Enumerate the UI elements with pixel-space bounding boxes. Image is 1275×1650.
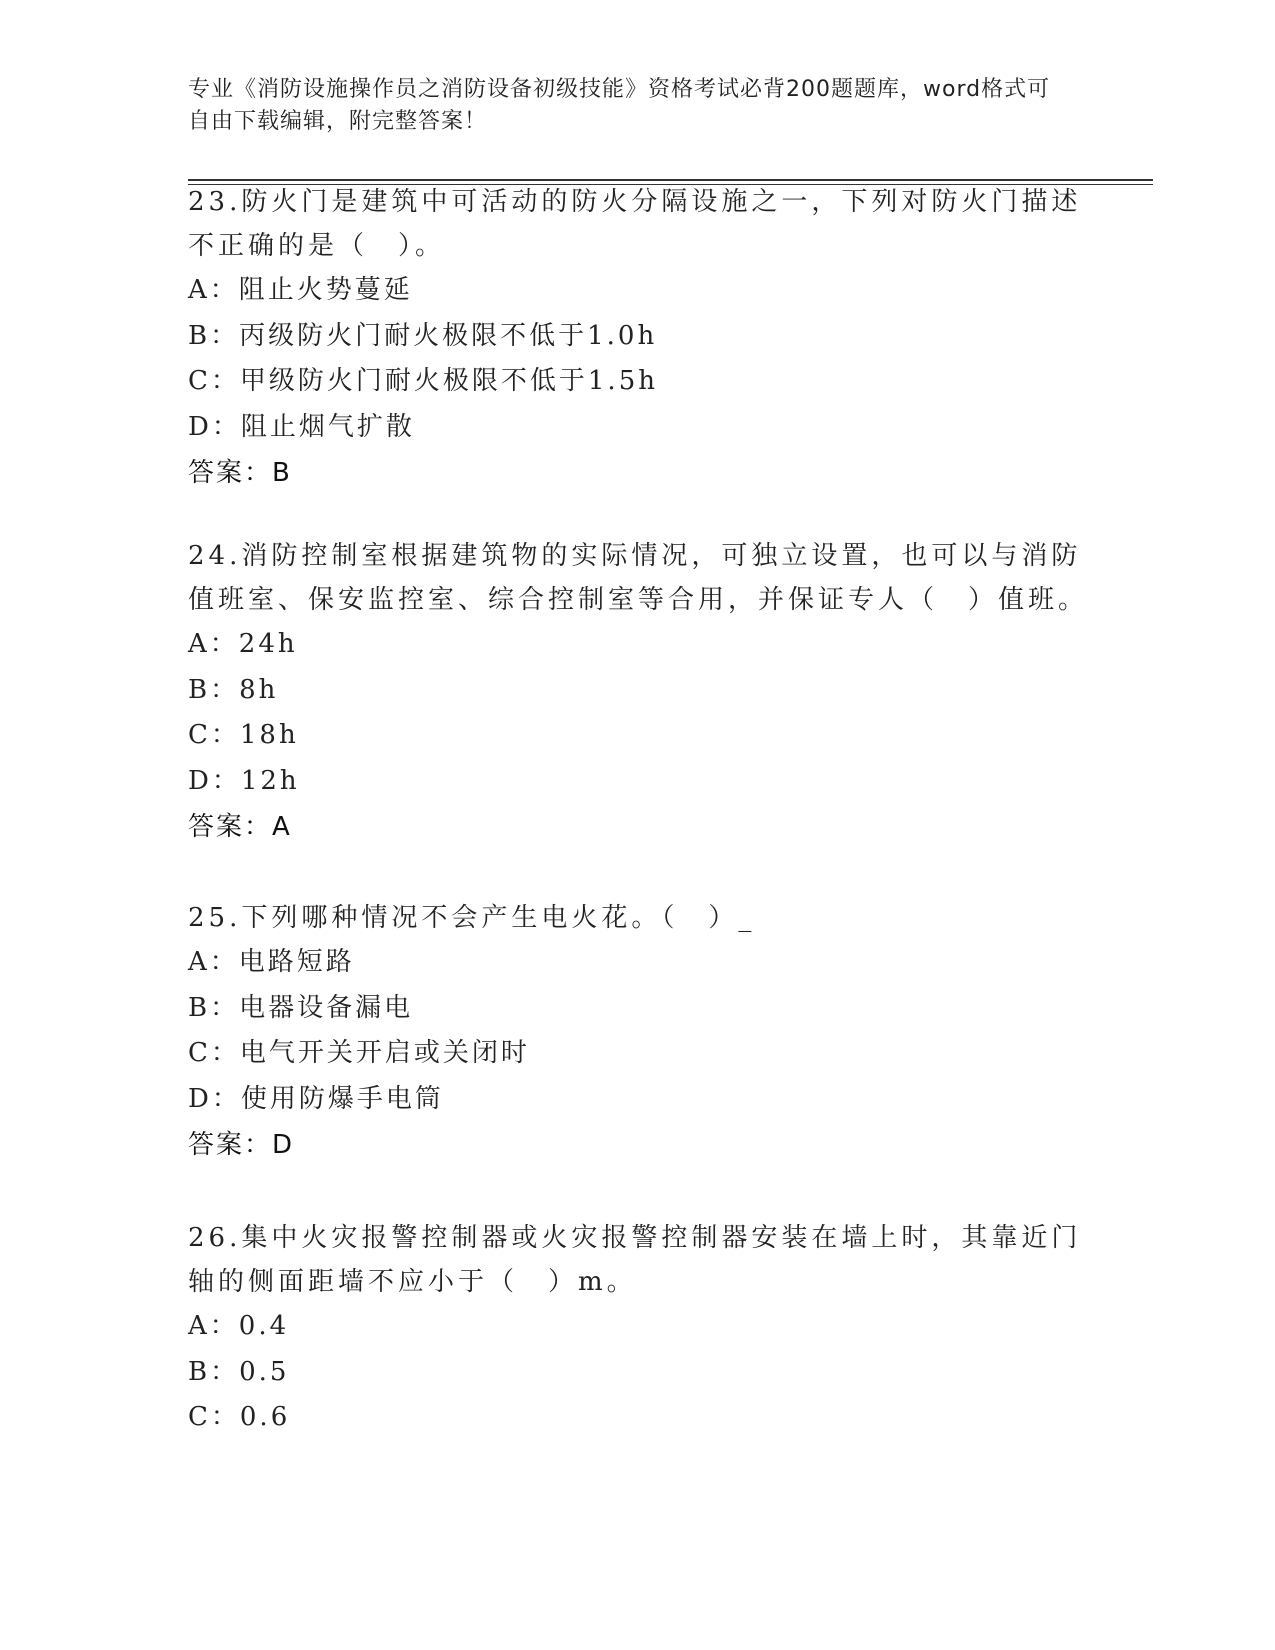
option-b: B：丙级防火门耐火极限不低于1.0h [188, 320, 658, 351]
option-c: C：18h [188, 720, 299, 750]
question-stem: 23.防火门是建筑中可活动的防火分隔设施之一，下列对防火门描述不正确的是（ ）。 [188, 187, 1082, 261]
option-a: A：0.4 [188, 1311, 290, 1341]
option-a: A：阻止火势蔓延 [188, 275, 413, 305]
option-a: A：电路短路 [188, 947, 355, 977]
question-stem: 26.集中火灾报警控制器或火灾报警控制器安装在墙上时，其靠近门轴的侧面距墙不应小于（ ）m。 [188, 1223, 1082, 1297]
option-b: B：0.5 [188, 1356, 290, 1387]
option-c: C：甲级防火门耐火极限不低于1.5h [188, 366, 658, 396]
answer: 答案：B [188, 458, 292, 488]
option-c: C：电气开关开启或关闭时 [188, 1038, 530, 1068]
question-24 [188, 534, 1088, 850]
answer: 答案：D [188, 1130, 295, 1160]
option-d: D：12h [188, 765, 300, 796]
question-25 [188, 896, 1088, 1168]
option-b: B：电器设备漏电 [188, 992, 414, 1023]
option-a: A：24h [188, 629, 298, 659]
option-d: D：阻止烟气扩散 [188, 411, 415, 442]
question-23 [188, 180, 1088, 496]
option-b: B：8h [188, 674, 279, 705]
question-26 [188, 1216, 1088, 1441]
question-stem: 24.消防控制室根据建筑物的实际情况，可独立设置，也可以与消防值班室、保安监控室、综合控制室等合用，并保证专人（ ）值班。 [188, 541, 1089, 615]
option-d: D：使用防爆手电筒 [188, 1083, 444, 1114]
question-stem: 25.下列哪种情况不会产生电火花。（ ）_ [188, 903, 756, 933]
document-intro: 专业《消防设施操作员之消防设备初级技能》资格考试必背200题题库，word格式可自由下载编辑，附完整答案！ [188, 77, 1051, 134]
answer: 答案：A [188, 812, 292, 842]
option-c: C：0.6 [188, 1402, 291, 1432]
